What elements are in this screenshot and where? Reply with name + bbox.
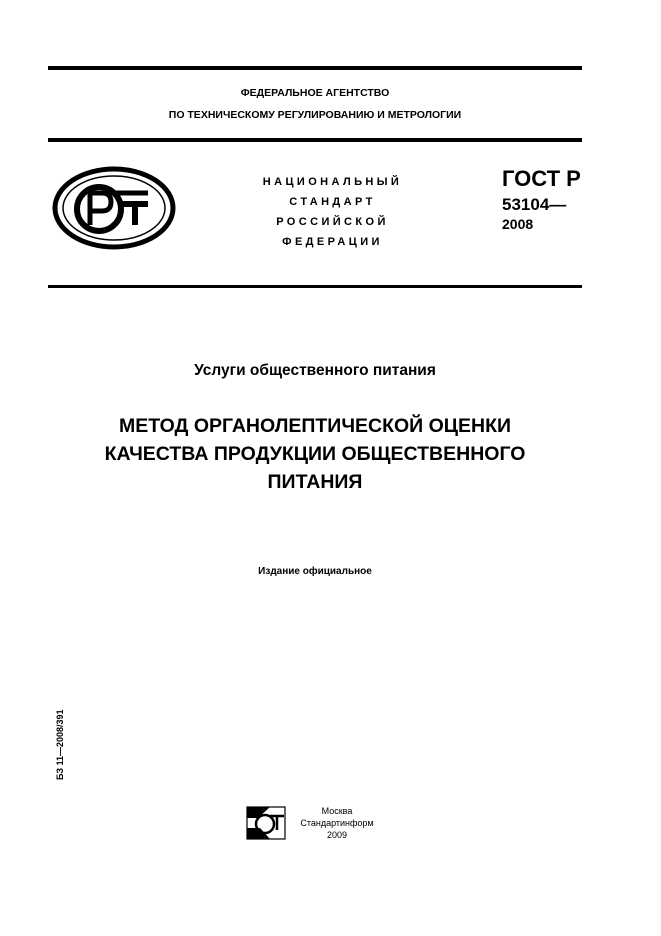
publisher-year: 2009 bbox=[326, 830, 348, 840]
gost-label: ГОСТ Р bbox=[502, 166, 581, 191]
standard-line-1: НАЦИОНАЛЬНЫЙ bbox=[262, 176, 403, 188]
title-line-3: ПИТАНИЯ bbox=[267, 471, 363, 493]
standard-line-4: ФЕДЕРАЦИИ bbox=[282, 236, 383, 248]
agency-line-2: ПО ТЕХНИЧЕСКОМУ РЕГУЛИРОВАНИЮ И МЕТРОЛОГИИ bbox=[168, 109, 462, 121]
standard-line-3: РОССИЙСКОЙ bbox=[276, 216, 389, 228]
top-rule bbox=[48, 66, 582, 70]
header-bottom-rule bbox=[48, 285, 582, 288]
document-title bbox=[48, 412, 582, 496]
publisher-info bbox=[294, 805, 380, 841]
title-line-1: МЕТОД ОРГАНОЛЕПТИЧЕСКОЙ ОЦЕНКИ bbox=[118, 415, 512, 437]
national-standard-label bbox=[225, 172, 440, 252]
publisher-city: Москва bbox=[321, 806, 353, 816]
gost-r-logo-icon bbox=[52, 165, 176, 251]
title-line-2: КАЧЕСТВА ПРОДУКЦИИ ОБЩЕСТВЕННОГО bbox=[104, 443, 526, 465]
publisher-name: Стандартинформ bbox=[300, 818, 374, 828]
header-rule bbox=[48, 138, 582, 142]
gost-year: 2008 bbox=[502, 216, 534, 232]
standartinform-logo-icon bbox=[246, 806, 286, 840]
gost-number: 53104— bbox=[502, 195, 567, 214]
standard-line-2: СТАНДАРТ bbox=[289, 196, 376, 208]
document-subtitle: Услуги общественного питания bbox=[194, 362, 436, 379]
edition-label: Издание официальное bbox=[258, 566, 372, 577]
side-code: БЗ 11—2008/391 bbox=[55, 709, 65, 780]
agency-line-1: ФЕДЕРАЛЬНОЕ АГЕНТСТВО bbox=[240, 87, 390, 99]
gost-designation bbox=[502, 168, 581, 231]
